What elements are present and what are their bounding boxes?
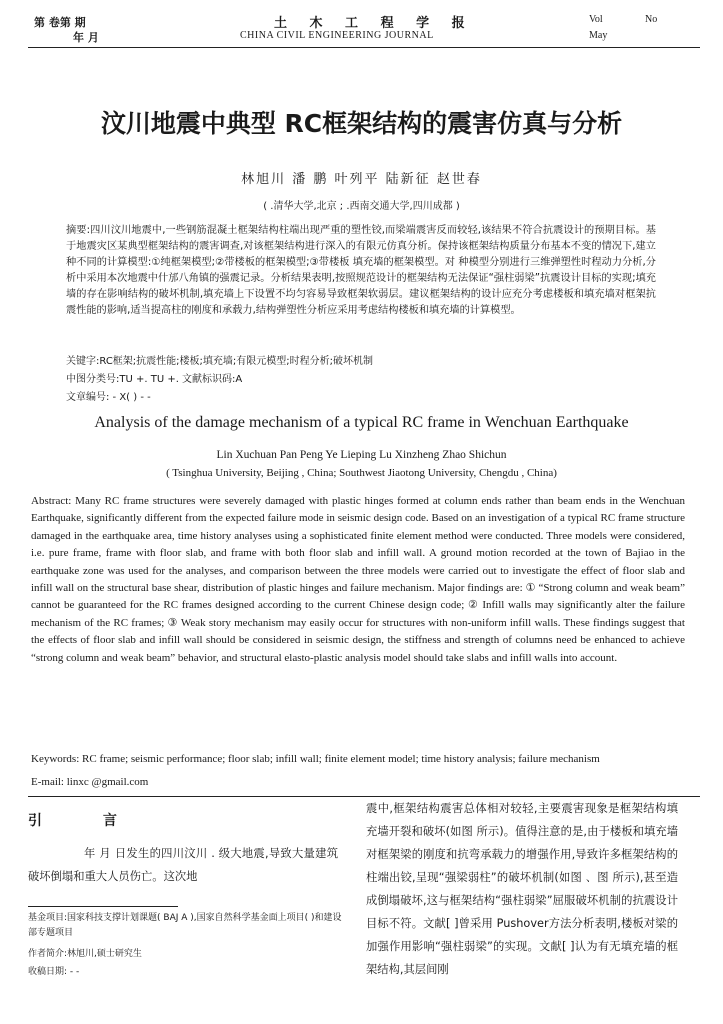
author-list-en: Lin Xuchuan Pan Peng Ye Lieping Lu Xinzheng Zhao Shichun [216,449,507,461]
clc-number: 中图分类号:TU +. TU +. 文献标识码:A [66,374,243,385]
author-list: 林旭川 潘 鹏 叶列平 陆新征 赵世春 [241,172,482,187]
paper-title-en: Analysis of the damage mechanism of a typical RC frame in Wenchuan Earthquake [94,414,629,431]
section-heading-introduction: 引 言 [28,813,145,829]
month-label: May [589,30,608,41]
affiliation-en: ( Tsinghua University, Beijing , China; Southwest Jiaotong University, Chengdu , China) [166,467,557,479]
abstract-cn: 摘要:四川汶川地震中,一些钢筋混凝土框架结构柱端出现严重的塑性铰,而梁端震害反而较轻,该结果不符合抗震设计的预期目标。基于地震灾区某典型框架结构的震害调查,对该框架结构进行深入的有限元仿真分析。保持该框架结构质量分布基本不变的情况下,建立 种不同的计算模型:①纯框架模型;②带楼板的框架模型;③带楼板 填充墙的框架模型。对 种模型分别进行三维弹塑性时程动力分析,分析中采用本次地震中什邡八角镇的强震记录。分析结果表明,按照规范设计的框架结构无法保证“强柱弱梁”抗震设计目标的实现;填充墙的存在影响结构的破坏机制,填充墙上下设置不均匀容易导致框架软弱层。建议框架结构的设计应充分考虑楼板和填充墙对框架抗震性能的影响,适当提高柱的刚度和承载力,结构弹塑性分析应采用考虑结构楼板和填充墙的计算模型。 [66,225,656,316]
affiliation: ( .清华大学,北京 ; .西南交通大学,四川成都 ) [263,201,460,212]
intro-paragraph-right: 震中,框架结构震害总体相对较轻,主要震害现象是框架结构填充墙开裂和破坏(如图 所示)。值得注意的是,由于楼板和填充墙对框架梁的刚度和抗弯承载力的增强作用,导致许多框架结构的柱端出铰,呈现“强梁弱柱”的破坏机制(如图 、图 所示),甚至造成倒塌破坏,这与框架结构“强柱弱梁”屈服破坏机制的抗震设计目标不符。文献[ ]曾采用 Pushover方法分析表明,楼板对梁的加强作用影响“强柱弱梁”的实现。文献[ ]认为有无填充墙的框架结构,其层间刚 [366,802,678,976]
footnote-author: 作者简介:林旭川,硕士研究生 [28,949,142,959]
abstract-en: Abstract: Many RC frame structures were severely damaged with plastic hinges formed at column ends rather than beam ends in the Wenchuan Earthquake, significantly different from the expected failure mode in seismic design code. Based on an investigation of a typical RC frame structure damaged in the earthquake area, time history analyses using a sophisticated finite element method were conducted. Three models were considered, i.e. pure frame, frame with floor slab, and frame with both floor slab and infill wall. A ground motion recorded at the town of Bajiao in the earthquake zone was used for the analyses, and comparison between the three models were carried out to investigate the effect of floor slab and infill wall on the structural base shear, distribution of plastic hinges and failure mechanism. Major findings are: ① “Strong column and weak beam” cannot be guaranteed for the RC frames designed according to the current Chinese design code; ② Infill walls may significantly alter the failure mechanism of the RC frames; ③ Weak story mechanism may easily occur for structures with non-uniform infill walls. These findings suggest that the effects of floor slab and infill wall should be considered in seismic design, the stiffness and strength of columns need be enhanced to achieve “strong column and weak beam” behavior, and structural elasto-plastic analysis model should take slabs and infill walls into account. [31,495,685,664]
article-number: 文章编号: - X( ) - - [66,392,151,403]
footnote-rule [28,906,178,907]
volume-label: Vol [589,14,603,25]
keywords-cn: 关键字:RC框架;抗震性能;楼板;填充墙;有限元模型;时程分析;破坏机制 [66,356,374,367]
intro-paragraph-left: 年 月 日发生的四川汶川 . 级大地震,导致大量建筑破坏倒塌和重大人员伤亡。这次地 [28,847,338,883]
header-rule [28,47,700,48]
footnote-fund: 基金项目:国家科技支撑计划课题( BAJ A ),国家自然科学基金面上项目( )和建设部专题项目 [28,913,342,938]
number-label: No [645,14,658,25]
keywords-en: Keywords: RC frame; seismic performance; floor slab; infill wall; finite element model; time history analysis; failure mechanism [31,753,600,765]
issue-date: 年 月 [73,31,99,44]
paper-title: 汶川地震中典型 RC框架结构的震害仿真与分析 [100,109,623,138]
issue-info: 第 卷第 期 [34,16,86,29]
journal-title-cn: 土 木 工 程 学 报 [274,16,474,31]
email-en: E-mail: linxc @gmail.com [31,776,149,788]
footnote-received: 收稿日期: - - [28,967,80,977]
journal-title-en: CHINA CIVIL ENGINEERING JOURNAL [240,30,434,41]
